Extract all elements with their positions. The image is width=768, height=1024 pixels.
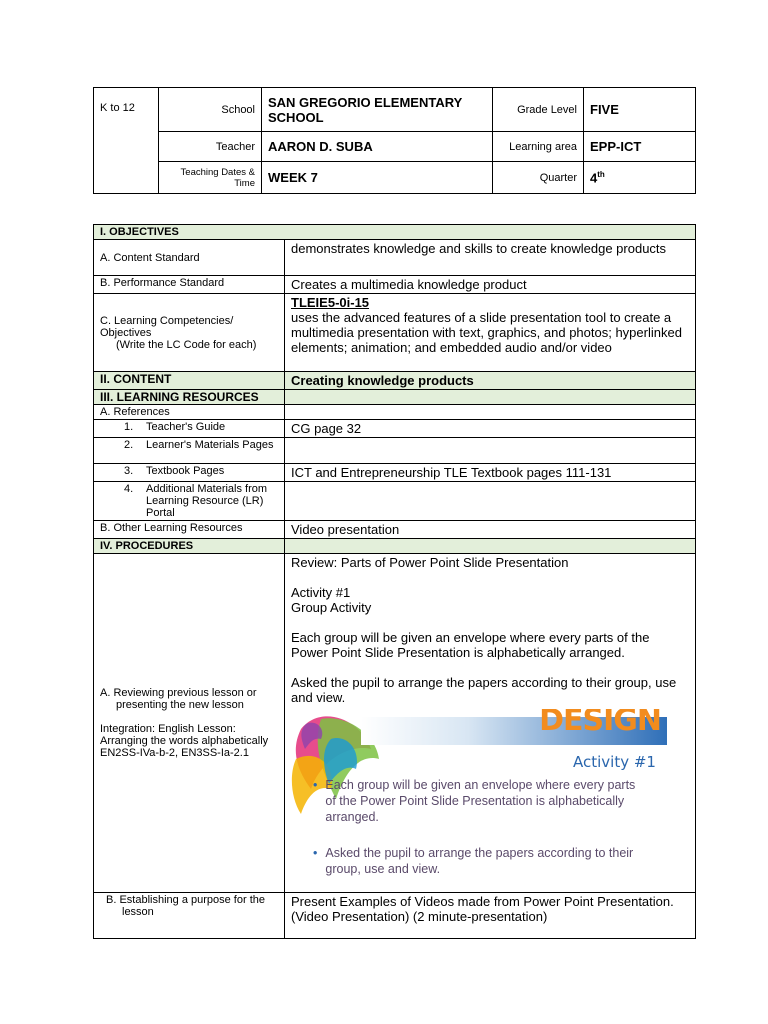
performance-standard-label: B. Performance Standard bbox=[94, 276, 285, 294]
procedure-b-title: B. Establishing a purpose for the lesson bbox=[106, 894, 265, 918]
procedure-a-integration: Integration: English Lesson: Arranging the words alphabetically EN2SS-IVa-b-2, EN3SS-Ia-2.1 bbox=[100, 723, 269, 759]
learning-competencies-row bbox=[94, 294, 696, 372]
group-activity: Group Activity bbox=[291, 600, 372, 615]
resource-item-row: 1. Teacher's Guide CG page 32 bbox=[94, 420, 696, 438]
learning-area-value: EPP-ICT bbox=[584, 132, 696, 162]
resource-item-row: 4. Additional Materials from Learning Resource (LR) Portal bbox=[94, 482, 696, 521]
content-value: Creating knowledge products bbox=[285, 372, 696, 390]
lc-code: TLEIE5-0i-15 bbox=[291, 295, 370, 310]
activity-slide-image bbox=[291, 709, 667, 891]
lesson-plan-table bbox=[93, 224, 696, 939]
procedure-a-label bbox=[94, 554, 285, 893]
learning-competencies-label bbox=[94, 294, 285, 372]
resource-item-value: ICT and Entrepreneurship TLE Textbook pages 111-131 bbox=[285, 464, 696, 482]
procedure-a-title: A. Reviewing previous lesson or presenting the new lesson bbox=[100, 687, 257, 711]
resource-item-label: Textbook Pages bbox=[146, 465, 225, 477]
lc-label-note: (Write the LC Code for each) bbox=[116, 338, 257, 351]
school-value: SAN GREGORIO ELEMENTARY SCHOOL bbox=[262, 88, 493, 132]
content-title: II. CONTENT bbox=[94, 372, 285, 390]
teacher-label: Teacher bbox=[159, 132, 262, 162]
other-resources-row bbox=[94, 521, 696, 539]
procedure-b-value bbox=[285, 893, 696, 939]
procedure-a-value bbox=[285, 554, 696, 893]
procedure-b-label bbox=[94, 893, 285, 939]
references-label: A. References bbox=[94, 405, 285, 420]
k12-label: K to 12 bbox=[94, 88, 159, 194]
slide-heading: DESIGN bbox=[539, 709, 661, 738]
objectives-title: I. OBJECTIVES bbox=[94, 225, 696, 240]
resource-item-row: 2. Learner's Materials Pages bbox=[94, 438, 696, 464]
learning-resources-row bbox=[94, 390, 696, 405]
instruction-paragraph: Asked the pupil to arrange the papers according to their group, use and view. bbox=[291, 675, 677, 705]
learning-competencies-value bbox=[285, 294, 696, 372]
teacher-value: AARON D. SUBA bbox=[262, 132, 493, 162]
content-row bbox=[94, 372, 696, 390]
resource-item-value bbox=[285, 438, 696, 464]
learning-area-label: Learning area bbox=[493, 132, 584, 162]
grade-level-value: FIVE bbox=[584, 88, 696, 132]
school-label: School bbox=[159, 88, 262, 132]
review-text: Review: Parts of Power Point Slide Presentation bbox=[291, 555, 569, 570]
teaching-dates-label: Teaching Dates & Time bbox=[159, 162, 262, 194]
lc-label: C. Learning Competencies/ Objectives bbox=[100, 314, 234, 339]
procedure-b-row bbox=[94, 893, 696, 939]
procedure-b-note: (Video Presentation) (2 minute-presentation) bbox=[291, 909, 548, 924]
procedures-header-row bbox=[94, 539, 696, 554]
performance-standard-row bbox=[94, 276, 696, 294]
header-table bbox=[93, 87, 696, 194]
content-standard-value: demonstrates knowledge and skills to create knowledge products bbox=[285, 240, 696, 276]
resource-item-label: Learner's Materials Pages bbox=[146, 439, 274, 451]
procedure-b-text: Present Examples of Videos made from Power Point Presentation. bbox=[291, 894, 674, 909]
performance-standard-value: Creates a multimedia knowledge product bbox=[285, 276, 696, 294]
lc-text: uses the advanced features of a slide presentation tool to create a multimedia presentation with text, graphics, and photos; hyperlinked elements; animation; and embedded audio and/or video bbox=[291, 310, 682, 355]
resource-item-value: CG page 32 bbox=[285, 420, 696, 438]
slide-activity-title: Activity #1 bbox=[573, 753, 656, 771]
other-resources-value: Video presentation bbox=[285, 521, 696, 539]
content-standard-row bbox=[94, 240, 696, 276]
procedures-title: IV. PROCEDURES bbox=[94, 539, 285, 554]
resource-item-label: Additional Materials from Learning Resource (LR) Portal bbox=[146, 483, 268, 519]
grade-level-label: Grade Level bbox=[493, 88, 584, 132]
other-resources-label: B. Other Learning Resources bbox=[94, 521, 285, 539]
quarter-label: Quarter bbox=[493, 162, 584, 194]
resource-item-value bbox=[285, 482, 696, 521]
content-standard-label: A. Content Standard bbox=[94, 240, 285, 276]
references-row bbox=[94, 405, 696, 420]
slide-bullet: • Asked the pupil to arrange the papers according to their group, use and view. bbox=[313, 846, 634, 876]
slide-bullet: • Each group will be given an envelope where every parts of the Power Point Slide Presentation is alphabetically arranged. bbox=[313, 778, 636, 824]
objectives-header-row bbox=[94, 225, 696, 240]
resource-item-label: Teacher's Guide bbox=[146, 421, 226, 433]
learning-resources-title: III. LEARNING RESOURCES bbox=[94, 390, 285, 405]
activity-title: Activity #1 bbox=[291, 585, 351, 600]
instruction-paragraph: Each group will be given an envelope where every parts of the Power Point Slide Presentation is alphabetically arranged. bbox=[291, 630, 650, 660]
procedure-a-row bbox=[94, 554, 696, 893]
teaching-dates-value: WEEK 7 bbox=[262, 162, 493, 194]
resource-item-row: 3. Textbook Pages ICT and Entrepreneurship TLE Textbook pages 111-131 bbox=[94, 464, 696, 482]
quarter-value: 4th bbox=[584, 162, 696, 194]
